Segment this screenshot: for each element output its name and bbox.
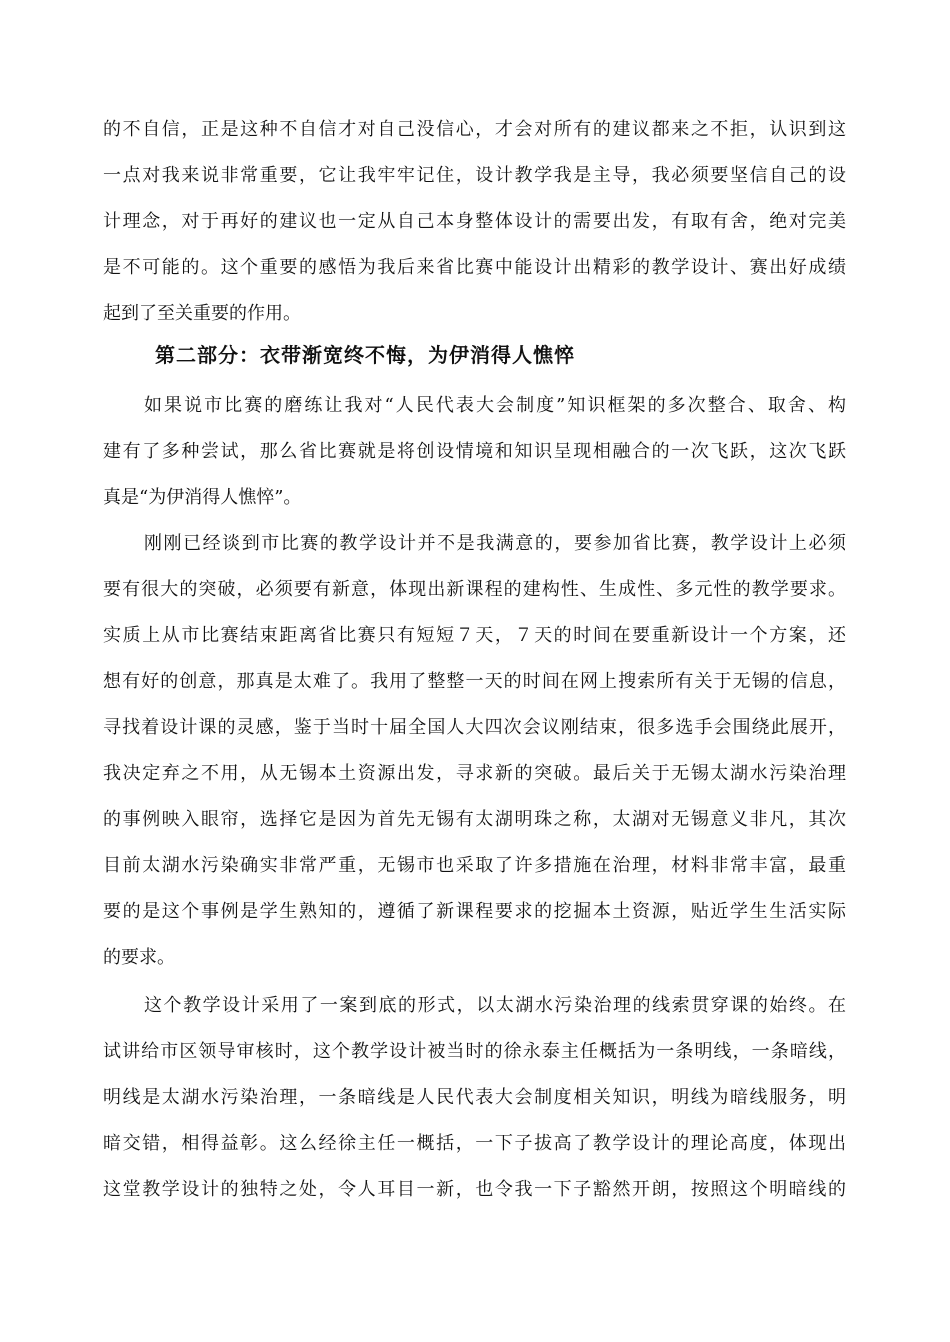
paragraph-line: 想有好的创意，那真是太难了。我用了整整一天的时间在网上搜索所有关于无锡的信息， <box>103 671 846 692</box>
paragraph-line: 如果说市比赛的磨练让我对“人民代表大会制度”知识框架的多次整合、取舍、构 <box>144 395 846 416</box>
paragraph-line: 要有很大的突破，必须要有新意，体现出新课程的建构性、生成性、多元性的教学要求。 <box>103 579 846 600</box>
paragraph-line: 计理念，对于再好的建议也一定从自己本身整体设计的需要出发，有取有舍，绝对完美 <box>103 211 846 232</box>
paragraph-line: 真是“为伊消得人憔悴”。 <box>103 487 302 508</box>
paragraph-line: 试讲给市区领导审核时，这个教学设计被当时的徐永泰主任概括为一条明线，一条暗线， <box>103 1041 846 1062</box>
paragraph-line: 这堂教学设计的独特之处，令人耳目一新，也令我一下子豁然开朗，按照这个明暗线的 <box>103 1179 846 1200</box>
paragraph-line: 的不自信，正是这种不自信才对自己没信心，才会对所有的建议都来之不拒，认识到这 <box>103 119 846 140</box>
paragraph-line: 的事例映入眼帘，选择它是因为首先无锡有太湖明珠之称，太湖对无锡意义非凡，其次 <box>103 809 846 830</box>
section-heading: 第二部分：衣带渐宽终不悔，为伊消得人憔悴 <box>155 343 575 367</box>
paragraph-line: 一点对我来说非常重要，它让我牢牢记住，设计教学我是主导，我必须要坚信自己的设 <box>103 165 846 186</box>
paragraph-line: 是不可能的。这个重要的感悟为我后来省比赛中能设计出精彩的教学设计、赛出好成绩 <box>103 257 846 278</box>
paragraph-line: 目前太湖水污染确实非常严重，无锡市也采取了许多措施在治理，材料非常丰富，最重 <box>103 855 846 876</box>
paragraph-line: 起到了至关重要的作用。 <box>103 303 301 324</box>
paragraph-line: 这个教学设计采用了一案到底的形式，以太湖水污染治理的线索贯穿课的始终。在 <box>144 995 846 1016</box>
paragraph-line: 实质上从市比赛结束距离省比赛只有短短７天，７天的时间在要重新设计一个方案，还 <box>103 625 846 646</box>
paragraph-line: 明线是太湖水污染治理，一条暗线是人民代表大会制度相关知识，明线为暗线服务，明 <box>103 1087 846 1108</box>
paragraph-line: 我决定弃之不用，从无锡本土资源出发，寻求新的突破。最后关于无锡太湖水污染治理 <box>103 763 846 784</box>
paragraph-line: 暗交错，相得益彰。这么经徐主任一概括，一下子拔高了教学设计的理论高度，体现出 <box>103 1133 846 1154</box>
paragraph-line: 寻找着设计课的灵感，鉴于当时十届全国人大四次会议刚结束，很多选手会围绕此展开， <box>103 717 846 738</box>
paragraph-line: 的要求。 <box>103 947 175 968</box>
paragraph-line: 建有了多种尝试，那么省比赛就是将创设情境和知识呈现相融合的一次飞跃，这次飞跃 <box>103 441 846 462</box>
paragraph-line: 要的是这个事例是学生熟知的，遵循了新课程要求的挖掘本土资源，贴近学生生活实际 <box>103 901 846 922</box>
paragraph-line: 刚刚已经谈到市比赛的教学设计并不是我满意的，要参加省比赛，教学设计上必须 <box>144 533 846 554</box>
